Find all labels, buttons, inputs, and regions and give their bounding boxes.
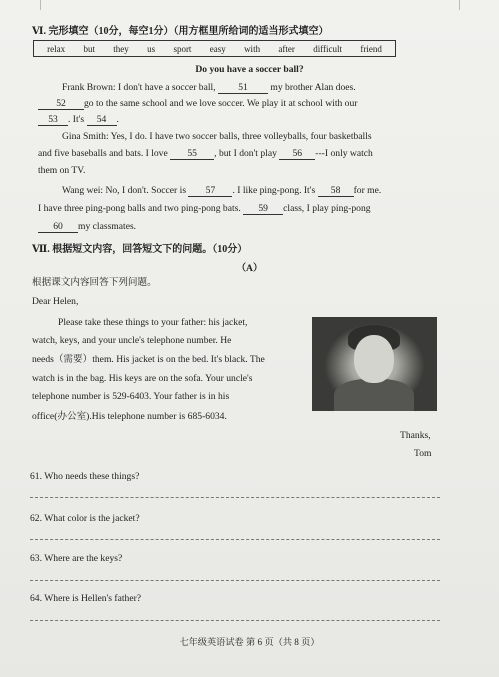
word-box-item: with — [244, 43, 261, 54]
photo-body — [334, 379, 414, 411]
instruction-text: 根据课文内容回答下列问题。 — [32, 277, 157, 288]
letter-closing: Thanks, — [400, 430, 431, 441]
word-box-item: after — [278, 43, 295, 54]
passage-text: for me. — [353, 185, 382, 196]
passage-line: Gina Smith: Yes, I do. I have two soccer balls, three volleyballs, four basketballs — [62, 131, 372, 142]
page-fold-mark — [40, 0, 41, 10]
letter-line: telephone number is 529-6403. Your father is in his — [32, 391, 230, 402]
answer-line-63[interactable] — [30, 580, 440, 581]
passage-line: them on TV. — [38, 165, 86, 176]
passage-text: my classmates. — [78, 221, 137, 232]
passage-line — [62, 184, 381, 197]
letter-signature: Tom — [414, 448, 432, 459]
word-box-item: friend — [360, 43, 382, 54]
passage-line — [38, 202, 371, 215]
passage-text: Frank Brown: I don't have a soccer ball, — [62, 82, 218, 93]
passage-text: my brother Alan does. — [267, 82, 356, 93]
word-box-item: relax — [47, 43, 66, 54]
passage-title: Do you have a soccer ball? — [195, 64, 304, 75]
passage-text: I have three ping-pong balls and two ping-pong bats. — [38, 203, 244, 214]
word-box — [33, 40, 396, 57]
blank-53: 53 — [38, 114, 68, 126]
page-fold-mark — [459, 0, 460, 10]
question-64: 64. Where is Hellen's father? — [30, 593, 142, 604]
word-box-item: easy — [209, 43, 226, 54]
word-box-item: us — [147, 43, 156, 54]
letter-salutation: Dear Helen, — [32, 296, 79, 307]
passage-line — [62, 81, 356, 94]
answer-line-61[interactable] — [30, 497, 440, 498]
letter-line: watch is in the bag. His keys are on the sofa. Your uncle's — [32, 373, 253, 384]
letter-line: Please take these things to your father: his jacket, — [58, 317, 248, 328]
blank-59: 59 — [243, 203, 283, 215]
question-61: 61. Who needs these things? — [30, 471, 140, 482]
blank-58: 58 — [318, 185, 354, 197]
passage-text: and five baseballs and bats. I love — [38, 148, 171, 159]
blank-57: 57 — [188, 185, 232, 197]
word-box-item: but — [83, 43, 95, 54]
answer-line-64[interactable] — [30, 620, 440, 621]
passage-text: go to the same school and we love soccer. We play it at school with our — [84, 98, 358, 109]
boy-photo — [312, 317, 437, 411]
part-label: （A） — [236, 263, 263, 274]
passage-text: . — [116, 114, 119, 125]
blank-51: 51 — [218, 82, 268, 94]
question-62: 62. What color is the jacket? — [30, 513, 140, 524]
section-6-heading: Ⅵ. 完形填空（10分，每空1分）（用方框里所给词的适当形式填空） — [32, 26, 329, 37]
passage-line — [38, 147, 373, 160]
passage-text: ---I only watch — [315, 148, 373, 159]
word-box-item: they — [113, 43, 129, 54]
passage-text: . It's — [68, 114, 87, 125]
letter-line: watch, keys, and your uncle's telephone number. He — [32, 335, 232, 346]
blank-56: 56 — [279, 148, 315, 160]
blank-52: 52 — [38, 98, 84, 110]
passage-text: Wang wei: No, I don't. Soccer is — [62, 185, 189, 196]
answer-line-62[interactable] — [30, 539, 440, 540]
passage-line — [38, 113, 119, 126]
photo-face — [354, 335, 394, 383]
question-63: 63. Where are the keys? — [30, 553, 123, 564]
blank-54: 54 — [87, 114, 117, 126]
word-box-item: sport — [173, 43, 192, 54]
section-7-heading: Ⅶ. 根据短文内容，回答短文下的问题。（10分） — [32, 244, 248, 255]
page-footer: 七年级英语试卷 第 6 页（共 8 页） — [179, 637, 320, 647]
letter-line: office(办公室).His telephone number is 685-6034. — [32, 411, 227, 422]
passage-line — [38, 220, 136, 233]
blank-60: 60 — [38, 221, 78, 233]
passage-text: , but I don't play — [214, 148, 280, 159]
letter-line: needs（需要）them. His jacket is on the bed. It's black. The — [32, 354, 265, 365]
passage-line — [38, 97, 357, 110]
blank-55: 55 — [170, 148, 214, 160]
passage-text: . I like ping-pong. It's — [232, 185, 318, 196]
passage-text: class, I play ping-pong — [283, 203, 371, 214]
word-box-item: difficult — [313, 43, 343, 54]
